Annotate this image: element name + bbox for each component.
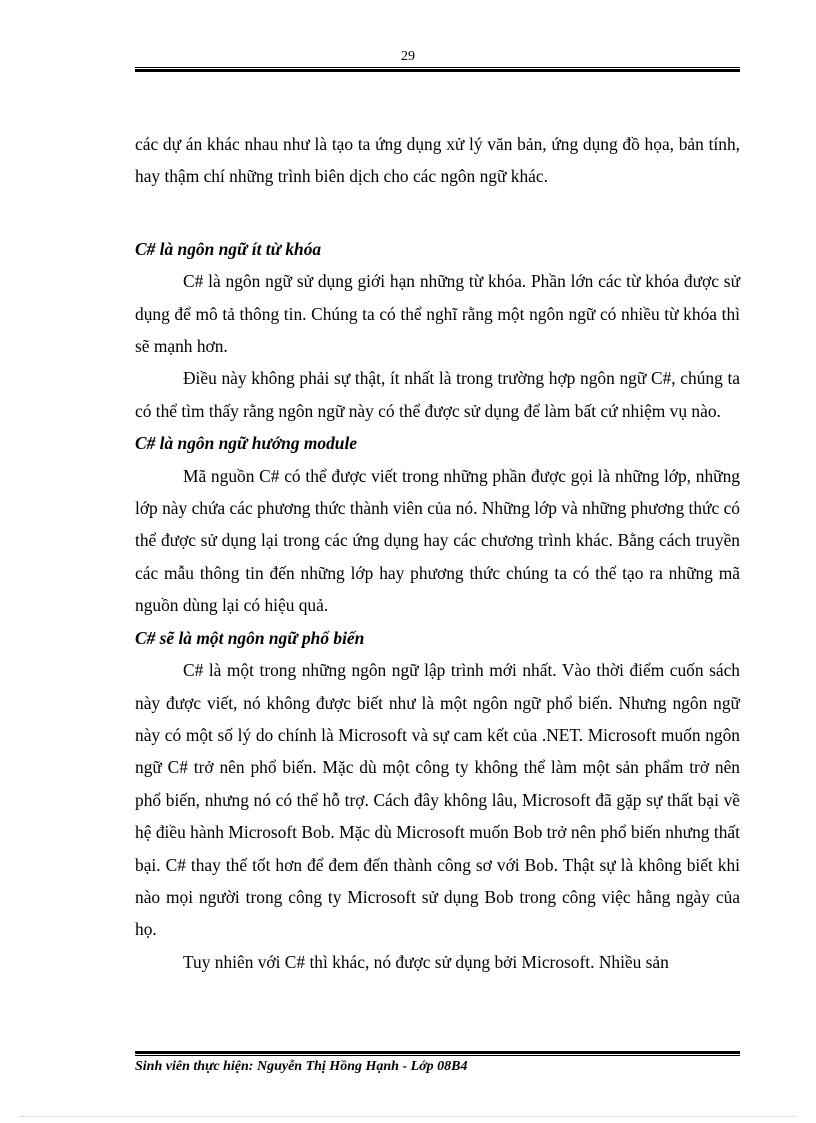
document-body [135, 128, 740, 978]
paragraph: C# là ngôn ngữ sử dụng giới hạn những từ khóa. Phần lớn các từ khóa được sử dụng để mô tả thông tin. Chúng ta có thể nghĩ rằng một ngôn ngữ có nhiều từ khóa thì sẽ mạnh hơn. [135, 271, 740, 357]
page-number: 29 [401, 49, 415, 64]
section-heading-few-keywords: C# là ngôn ngữ ít từ khóa [135, 238, 322, 259]
intro-paragraph: các dự án khác nhau như là tạo ta ứng dụng xử lý văn bản, ứng dụng đồ họa, bản tính, hay thậm chí những trình biên dịch cho các ngôn ngữ khác. [135, 134, 740, 187]
footer-rule [135, 1051, 740, 1056]
paragraph: Điều này không phải sự thật, ít nhất là trong trường hợp ngôn ngữ C#, chúng ta có thể tìm thấy rằng ngôn ngữ này có thể được sử dụng để làm bất cứ nhiệm vụ nào. [135, 368, 740, 421]
paragraph: Tuy nhiên với C# thì khác, nó được sử dụng bởi Microsoft. Nhiều sản [183, 951, 669, 972]
paragraph: Mã nguồn C# có thể được viết trong những phần được gọi là những lớp, những lớp này chứa các phương thức thành viên của nó. Những lớp và những phương thức có thể được sử dụng lại trong các ứng dụng hay các chương trình khác. Bằng cách truyền các mẫu thông tin đến những lớp hay phương thức chúng ta có thể tạo ra những mã nguồn dùng lại có hiệu quả. [135, 465, 740, 616]
section-heading-popular-language: C# sẽ là một ngôn ngữ phổ biến [135, 627, 365, 648]
paragraph: C# là một trong những ngôn ngữ lập trình mới nhất. Vào thời điểm cuốn sách này được viết, nó không được biết như là một ngôn ngữ phổ biến. Nhưng ngôn ngữ này có một số lý do chính là Microsoft và sự cam kết của .NET. Microsoft muốn ngôn ngữ C# trở nên phổ biến. Mặc dù một công ty không thể làm một sản phẩm trở nên phổ biến, nhưng nó có thể hỗ trợ. Cách đây không lâu, Microsoft đã gặp sự thất bại về hệ điều hành Microsoft Bob. Mặc dù Microsoft muốn Bob trở nên phổ biến nhưng thất bại. C# thay thế tốt hơn để đem đến thành công sơ với Bob. Thật sự là không biết khi nào mọi người trong công ty Microsoft sử dụng Bob trong công việc hằng ngày của họ. [135, 660, 740, 940]
header-rule [135, 67, 740, 72]
spacer [135, 193, 740, 233]
footer-author: Sinh viên thực hiện: Nguyễn Thị Hồng Hạnh - Lớp 08B4 [135, 1059, 468, 1074]
page-bottom-dotted-line [20, 1116, 796, 1117]
section-heading-module-oriented: C# là ngôn ngữ hướng module [135, 433, 358, 454]
